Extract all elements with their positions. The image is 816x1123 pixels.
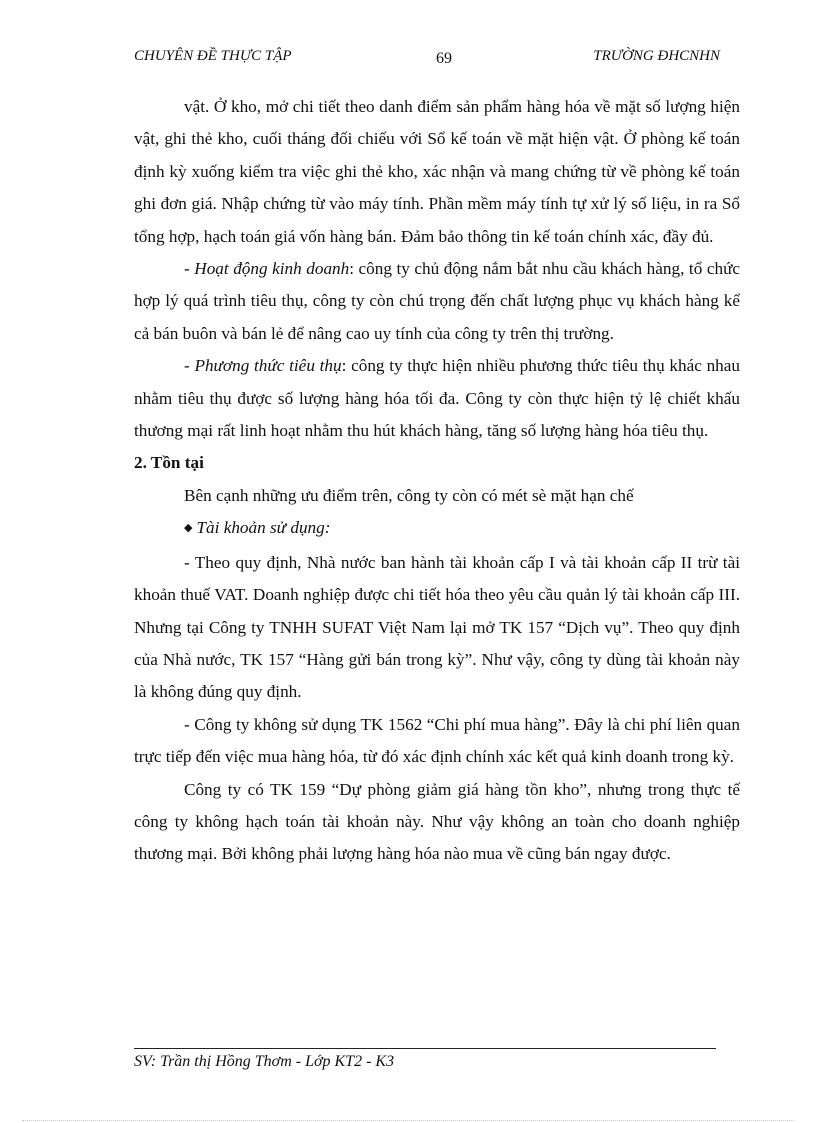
paragraph-4: Bên cạnh những ưu điểm trên, công ty còn có mét sè mặt hạn chế: [184, 485, 634, 505]
page-bottom-edge: [22, 1120, 794, 1121]
page-header: [134, 48, 724, 72]
page-footer: SV: Trần thị Hồng Thơm - Lớp KT2 - K3: [134, 1053, 395, 1070]
paragraph-7: Công ty có TK 159 “Dự phòng giảm giá hàng tồn kho”, nhưng trong thực tế công ty không hạch toán tài khoản này. Như vậy không an toàn cho doanh nghiệp thương mại. Bởi không phải lượng hàng hóa nào mua về cũng bán ngay được.: [134, 779, 740, 864]
header-right-title: TRƯỜNG ĐHCNHN: [593, 48, 720, 64]
paragraph-2-text: : công ty chủ động nắm bắt nhu cầu khách hàng, tổ chức hợp lý quá trình tiêu thụ, công ty còn chú trọng đến chất lượng phục vụ khách hàng kể cả bán buôn và bán lẻ để nâng cao uy tính của công ty trên thị trường.: [134, 259, 741, 343]
diamond-bullet-icon: ◆: [184, 522, 193, 535]
paragraph-2: [134, 253, 740, 350]
paragraph-3-term: Phương thức tiêu thụ: [194, 356, 342, 376]
paragraph-3: [134, 350, 740, 447]
header-left-title: CHUYÊN ĐỀ THỰC TẬP: [134, 48, 292, 64]
paragraph-2-term: Hoạt động kinh doanh: [194, 259, 350, 279]
section-heading: 2. Tồn tại: [134, 453, 204, 473]
document-body: [134, 91, 740, 871]
paragraph-6: - Công ty không sử dụng TK 1562 “Chi phí mua hàng”. Đây là chi phí liên quan trực tiếp đến việc mua hàng hóa, từ đó xác định chính xác kết quả kinh doanh trong kỳ.: [134, 714, 740, 767]
paragraph-1: vật. Ở kho, mở chi tiết theo danh điểm sản phẩm hàng hóa về mặt số lượng hiện vật, ghi thẻ kho, cuối tháng đối chiếu với Sổ kế toán về mặt hiện vật. Ở phòng kế toán định kỳ xuống kiểm tra việc ghi thẻ kho, xác nhận và mang chứng từ về phòng kế toán ghi đơn giá. Nhập chứng từ vào máy tính. Phần mềm máy tính tự xử lý số liệu, in ra Sổ tổng hợp, hạch toán giá vốn hàng bán. Đảm bảo thông tin kế toán chính xác, đầy đủ.: [134, 97, 740, 246]
page-number: 69: [436, 50, 452, 67]
paragraph-3-text: : công ty thực hiện nhiều phương thức tiêu thụ khác nhau nhằm tiêu thụ được số lượng hàng hóa tối đa. Công ty còn thực hiện tỷ lệ chiết khấu thương mại rất linh hoạt nhằm thu hút khách hàng, tăng số lượng hàng hóa tiêu thụ.: [134, 356, 741, 441]
paragraph-5: - Theo quy định, Nhà nước ban hành tài khoản cấp I và tài khoản cấp II trừ tài khoản thuế VAT. Doanh nghiệp được chi tiết hóa theo yêu cầu quản lý tài khoản cấp III. Nhưng tại Công ty TNHH SUFAT Việt Nam lại mở TK 157 “Dịch vụ”. Theo quy định của Nhà nước, TK 157 “Hàng gửi bán trong kỳ”. Như vậy, công ty dùng tài khoản này là không đúng quy định.: [134, 552, 740, 702]
bullet-item: [134, 512, 740, 546]
paragraph-3-dash: -: [184, 356, 195, 376]
footer-divider: [134, 1048, 716, 1049]
bullet-text: Tài khoản sử dụng:: [196, 518, 331, 538]
paragraph-2-dash: -: [184, 259, 195, 279]
